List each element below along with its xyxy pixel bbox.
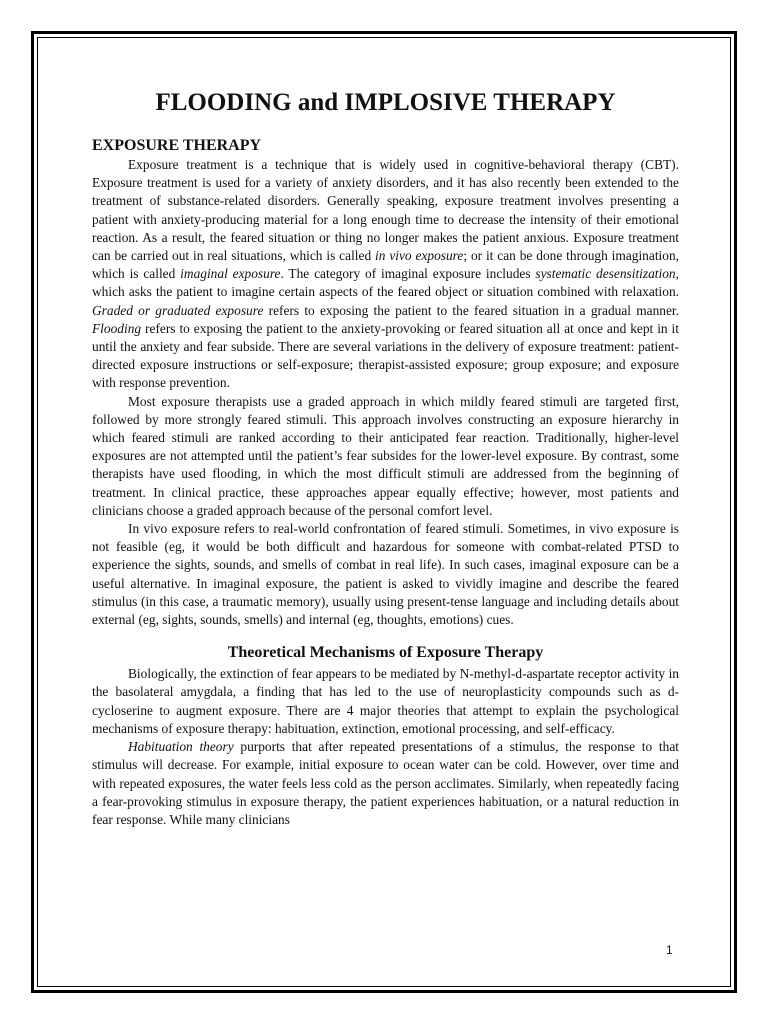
- section-heading-exposure-therapy: EXPOSURE THERAPY: [92, 137, 262, 154]
- page-number: 1: [666, 943, 673, 957]
- paragraph-3: In vivo exposure refers to real-world confrontation of feared stimuli. Sometimes, in vivo exposure is not feasible (eg, it would be both difficult and hazardous for someone with combat-related PTSD to experience the sights, sounds, and smells of combat in real life). In such cases, imaginal exposure can be a useful alternative. In imaginal exposure, the patient is asked to vividly imagine and describe the feared stimulus (in this case, a traumatic memory), usually using present-tense language and including details about external (eg, sights, sounds, smells) and internal (eg, thoughts, emotions) cues.: [92, 521, 679, 628]
- section-heading-theoretical-mechanisms: Theoretical Mechanisms of Exposure Therapy: [227, 644, 544, 662]
- term-graded-exposure: Graded or graduated exposure: [92, 302, 264, 318]
- document-title: FLOODING and IMPLOSIVE THERAPY: [155, 89, 616, 116]
- paragraph-1-text-f: refers to exposing the patient to the anxiety-provoking or feared situation all at once and kept in it until the anxiety and fear subside. There are several variations in the delivery of exposure treatment: patient-directed exposure instructions or self-exposure; therapist-assisted exposure; group exposure; and exposure with response prevention.: [92, 320, 679, 391]
- paragraph-2: Most exposure therapists use a graded approach in which mildly feared stimuli are targeted first, followed by more strongly feared stimuli. This approach involves constructing an exposure hierarchy in which feared stimuli are ranked according to their anticipated fear reaction. Traditionally, higher-level exposures are not attempted until the patient’s fear subsides for the lower-level exposure. By contrast, some therapists have used flooding, in which the most difficult stimuli are addressed from the beginning of treatment. In clinical practice, these approaches appear equally effective; however, most patients and clinicians choose a graded approach because of the personal comfort level.: [92, 393, 679, 518]
- paragraph-5: [92, 738, 679, 829]
- term-systematic-desensitization: systematic desensitization: [535, 266, 676, 282]
- paragraph-1-text-a: Exposure treatment is a technique that is widely used in cognitive-behavioral therapy (CBT). Exposure treatment is used for a variety of anxiety disorders, and it has also recently been extended to the treatment of substance-related disorders. Generally speaking, exposure treatment involves presenting a patient with anxiety-producing material for a long enough time to decrease the intensity of their emotional reaction. As a result, the feared situation or thing no longer makes the patient anxious. Exposure treatment can be carried out in real situations, which is called: [92, 157, 679, 264]
- paragraph-1-text-e: refers to exposing the patient to the feared situation in a gradual manner.: [263, 302, 679, 318]
- term-imaginal-exposure: imaginal exposure: [180, 266, 281, 282]
- paragraph-1: [92, 156, 679, 393]
- paragraph-1-text-d: , which asks the patient to imagine certain aspects of the feared object or situation combined with relaxation.: [92, 266, 679, 300]
- term-habituation-theory: Habituation theory: [128, 739, 234, 755]
- paragraph-4: Biologically, the extinction of fear appears to be mediated by N-methyl-d-aspartate receptor activity in the basolateral amygdala, a finding that has led to the use of neuroplasticity compounds such as d-cycloserine to augment exposure. There are 4 major theories that attempt to explain the psychological mechanisms of exposure therapy: habituation, extinction, emotional processing, and self-efficacy.: [92, 666, 679, 736]
- term-flooding: Flooding: [92, 320, 142, 336]
- paragraph-1-text-c: . The category of imaginal exposure includes: [280, 266, 536, 282]
- term-in-vivo-exposure: in vivo exposure: [375, 248, 464, 264]
- document-body: [92, 88, 679, 829]
- paragraph-1-text-b: ; or it can be done through imagination, which is called: [92, 248, 679, 282]
- paragraph-5-text: purports that after repeated presentations of a stimulus, the response to that stimulus will decrease. For example, initial exposure to ocean water can be cold. However, over time and with repeated exposures, the water feels less cold as the person acclimates. Similarly, when repeatedly facing a fear-provoking stimulus in exposure therapy, the patient experiences habituation, or a natural reduction in fear response. While many clinicians: [92, 739, 680, 827]
